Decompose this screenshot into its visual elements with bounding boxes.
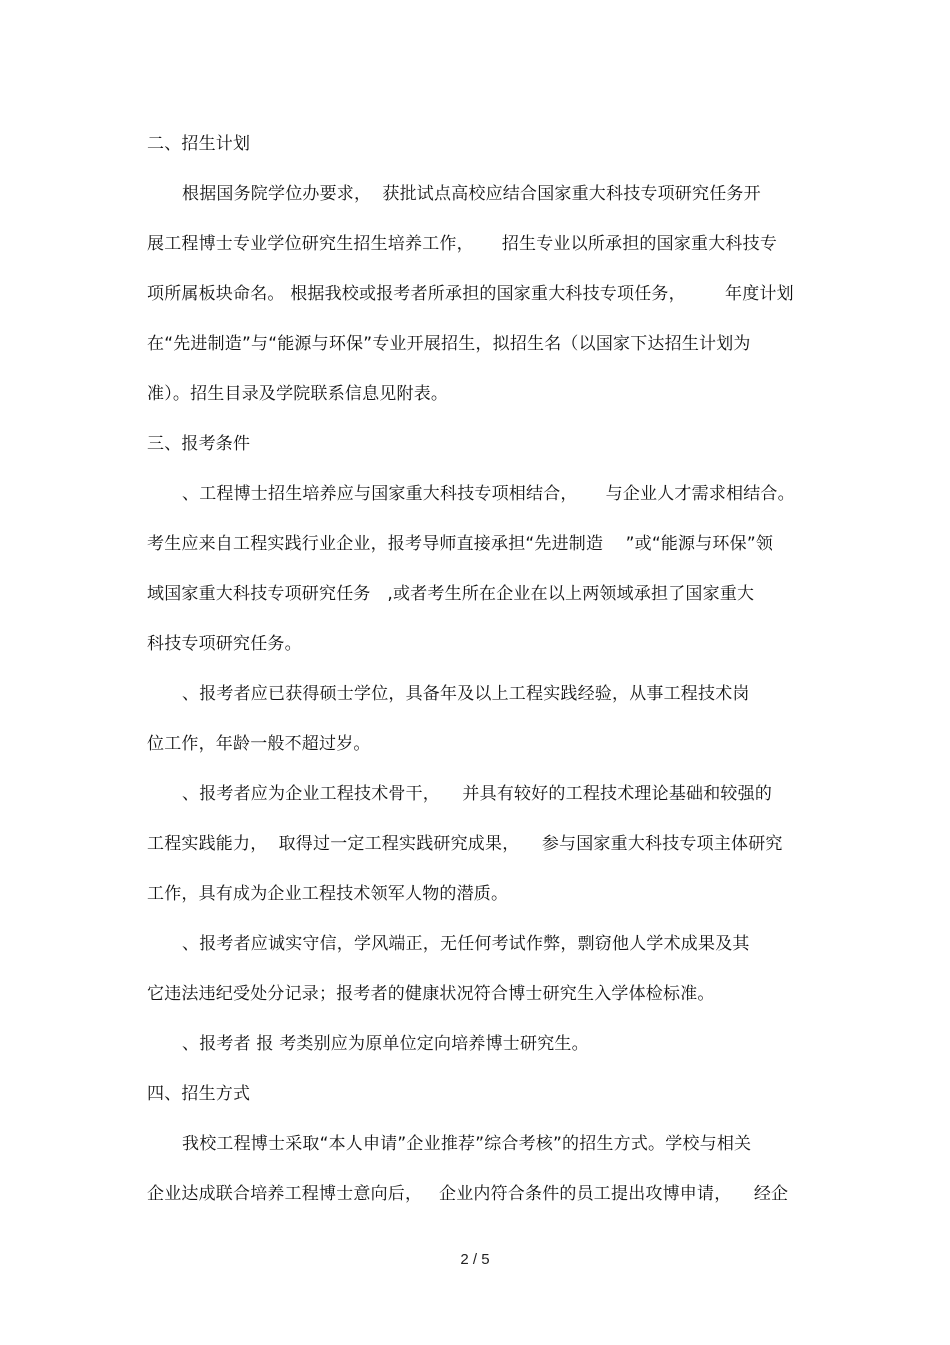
paragraph-line: 域国家重大科技专项研究任务 ,或者考生所在企业在以上两领域承担了国家重大 (147, 584, 755, 604)
paragraph-line: 我校工程博士采取“本人申请”企业推荐”综合考核”的招生方式。学校与相关 (182, 1134, 752, 1154)
paragraph-line: 、工程博士招生培养应与国家重大科技专项相结合， 与企业人才需求相结合。 (182, 484, 795, 504)
paragraph-line: 根据国务院学位办要求， 获批试点高校应结合国家重大科技专项研究任务开 (182, 184, 761, 204)
section-heading-eligibility: 三、报考条件 (147, 434, 251, 454)
paragraph-line: 展工程博士专业学位研究生招生培养工作， 招生专业以所承担的国家重大科技专 (147, 234, 778, 254)
paragraph-line: 科技专项研究任务。 (147, 634, 302, 654)
page-number: 2 / 5 (460, 1251, 490, 1268)
paragraph-line: 在“先进制造”与“能源与环保”专业开展招生，拟招生名（以国家下达招生计划为 (147, 334, 751, 354)
paragraph-line: 工程实践能力， 取得过一定工程实践研究成果， 参与国家重大科技专项主体研究 (147, 834, 783, 854)
paragraph-line: 、报考者应诚实守信，学风端正，无任何考试作弊，剽窃他人学术成果及其 (182, 934, 750, 954)
paragraph-line: 位工作，年龄一般不超过岁。 (147, 734, 371, 754)
paragraph-line: 项所属板块命名。 根据我校或报考者所承担的国家重大科技专项任务， 年度计划 (147, 284, 794, 304)
paragraph-line: 企业达成联合培养工程博士意向后， 企业内符合条件的员工提出攻博申请， 经企 (147, 1184, 789, 1204)
paragraph-line: 、报考者应已获得硕士学位，具备年及以上工程实践经验，从事工程技术岗 (182, 684, 750, 704)
paragraph-line: 准）。招生目录及学院联系信息见附表。 (147, 384, 449, 404)
paragraph-line: 它违法违纪受处分记录；报考者的健康状况符合博士研究生入学体检标准。 (147, 984, 715, 1004)
paragraph-line: 、报考者 报 考类别应为原单位定向培养博士研究生。 (182, 1034, 589, 1054)
section-heading-admission-method: 四、招生方式 (147, 1084, 251, 1104)
paragraph-line: 、报考者应为企业工程技术骨干， 并具有较好的工程技术理论基础和较强的 (182, 784, 773, 804)
paragraph-line: 工作，具有成为企业工程技术领军人物的潜质。 (147, 884, 509, 904)
paragraph-line: 考生应来自工程实践行业企业，报考导师直接承担“先进制造 ”或“能源与环保”领 (147, 534, 774, 554)
section-heading-admission-plan: 二、招生计划 (147, 134, 251, 154)
